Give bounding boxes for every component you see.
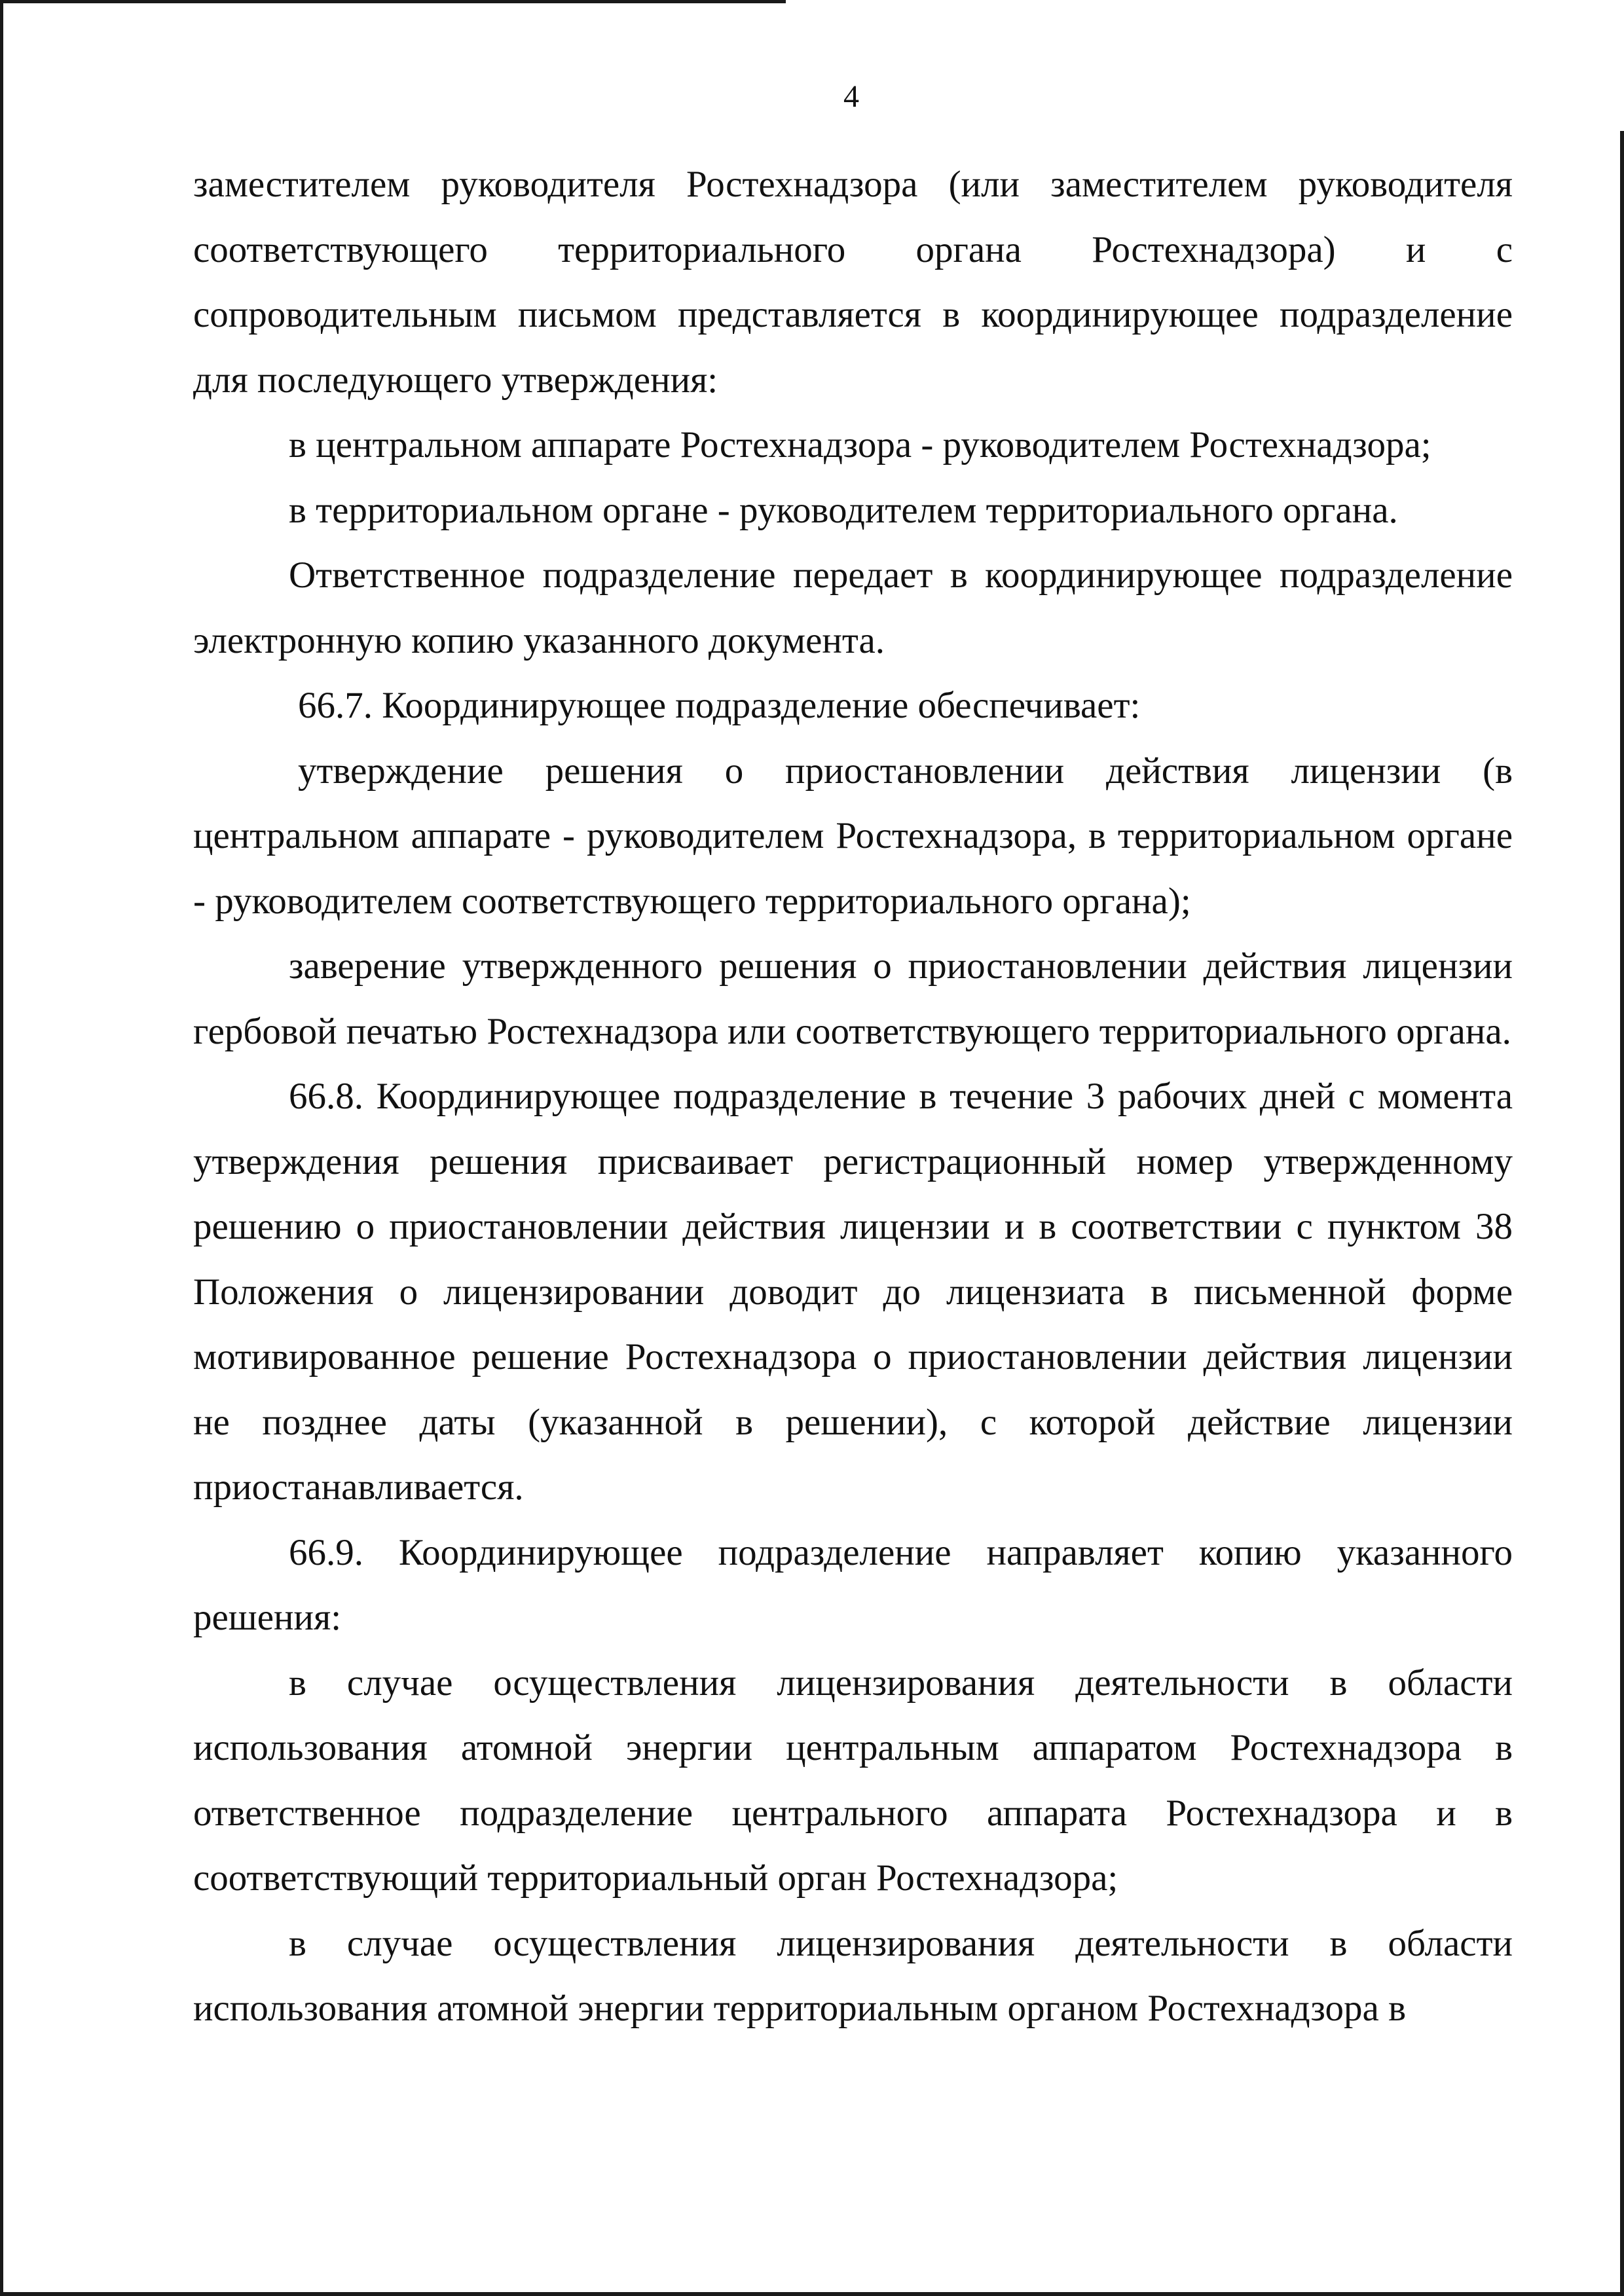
scan-edge-top <box>0 0 786 3</box>
paragraph-territorial-licensing: в случае осуществления лицензирования деятельности в области использования атомной энергии территориальным органом Ростехнадзора в <box>193 1922 1513 2029</box>
scan-edge-right <box>1620 131 1624 2296</box>
scan-edge-left <box>0 0 3 2296</box>
scan-edge-bottom <box>0 2292 1624 2296</box>
paragraph-central-licensing: в случае осуществления лицензирования деятельности в области использования атомной энергии центральным аппаратом Ростехнадзора в ответственное подразделение центрального аппарата Ростехнадзора и в соответствующий территориальный орган Ростехнадзора; <box>193 1662 1513 1899</box>
page-number: 4 <box>843 79 859 114</box>
paragraph-66-8: 66.8. Координирующее подразделение в течение 3 рабочих дней с момента утверждения решения присваивает регистрационный номер утвержденному решению о приостановлении действия лицензии и в соответствии с пунктом 38 Положения о лицензировании доводит до лицензиата в письменной форме мотивированное решение Ростехнадзора о приостановлении действия лицензии не позднее даты (указанной в решении), с которой действие лицензии приостанавливается. <box>193 1076 1513 1508</box>
paragraph-electronic-copy: Ответственное подразделение передает в координирующее подразделение электронную копию указанного документа. <box>193 555 1513 661</box>
paragraph-approval: утверждение решения о приостановлении действия лицензии (в центральном аппарате - руководителем Ростехнадзора, в территориальном органе - руководителем соответствующего территориального органа); <box>193 750 1513 922</box>
paragraph-66-9: 66.9. Координирующее подразделение направляет копию указанного решения: <box>193 1531 1513 1638</box>
paragraph-certification: заверение утвержденного решения о приостановлении действия лицензии гербовой печатью Ростехнадзора или соответствующего территориального органа. <box>193 945 1513 1052</box>
document-body <box>193 152 1513 2041</box>
paragraph-66-7: 66.7. Координирующее подразделение обеспечивает: <box>298 685 1141 726</box>
paragraph-territorial-body: в территориальном органе - руководителем территориального органа. <box>289 489 1398 531</box>
paragraph-continuation: заместителем руководителя Ростехнадзора (или заместителем руководителя соответствующего территориального органа Ростехнадзора) и с сопроводительным письмом представляется в координирующее подразделение для последующего утверждения: <box>193 164 1513 401</box>
paragraph-central-office: в центральном аппарате Ростехнадзора - руководителем Ростехнадзора; <box>289 424 1431 465</box>
